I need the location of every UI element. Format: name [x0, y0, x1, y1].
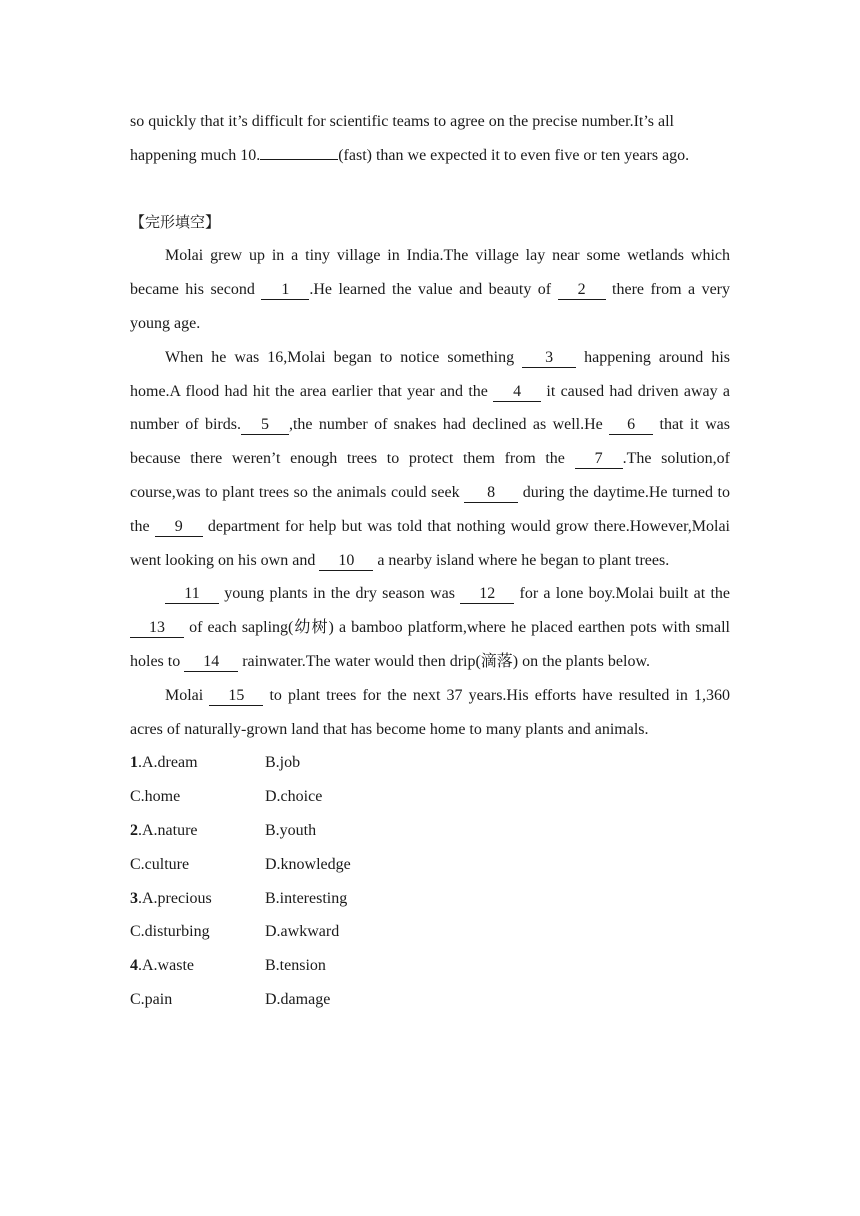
passage-text: for a lone boy.Molai built at the — [514, 585, 730, 603]
option-c[interactable]: C.home — [130, 788, 181, 806]
option-b[interactable]: B.interesting — [265, 889, 348, 907]
passage-text: there from a very young age. — [130, 281, 731, 332]
option-a[interactable] — [130, 746, 265, 780]
option-d[interactable]: D.knowledge — [265, 855, 351, 873]
passage-paragraph-4 — [130, 679, 730, 747]
question-number: 3 — [130, 889, 138, 907]
option-text: .A.nature — [138, 821, 198, 839]
intro-line-2-end: (fast) than we expected it to even five or ten years ago. — [338, 146, 690, 164]
question-number: 4 — [130, 957, 138, 975]
passage-text: it caused had driven away a number of birds. — [130, 382, 731, 434]
answer-blank-10[interactable] — [260, 159, 338, 160]
option-text: .A.precious — [138, 889, 212, 907]
passage-text: a nearby island where he began to plant trees. — [373, 551, 670, 569]
passage-paragraph-2 — [130, 341, 730, 578]
question-3 — [130, 882, 730, 950]
cloze-blank[interactable]: 9 — [155, 517, 203, 537]
option-b[interactable]: B.youth — [265, 821, 317, 839]
passage-text: that it was because there weren’t enough trees to protect them from the — [130, 416, 731, 468]
option-d[interactable]: D.damage — [265, 990, 331, 1008]
option-a[interactable] — [130, 882, 265, 916]
cloze-blank[interactable]: 8 — [464, 483, 518, 503]
passage-text: happening around his home.A flood had hit the area earlier that year and the — [130, 348, 731, 400]
passage-text: department for help but was told that nothing would grow there.However,Molai went looking on his own and — [130, 517, 731, 569]
passage-paragraph-1 — [130, 239, 730, 340]
question-number: 1 — [130, 754, 138, 772]
intro-line-1: so quickly that it’s difficult for scientific teams to agree on the precise number.It’s all — [130, 113, 674, 130]
option-d[interactable]: D.awkward — [265, 923, 340, 941]
cloze-blank[interactable]: 11 — [165, 584, 219, 604]
cloze-blank[interactable]: 1 — [261, 280, 309, 300]
cloze-blank[interactable]: 10 — [319, 551, 373, 571]
option-a[interactable] — [130, 949, 265, 983]
question-1 — [130, 746, 730, 814]
question-number: 2 — [130, 821, 138, 839]
passage-text: to plant trees for the next 37 years.His efforts have resulted in 1,360 acres of naturally-grown land that has become home to many plants and animals. — [130, 686, 731, 738]
option-b[interactable]: B.job — [265, 754, 301, 772]
cloze-blank[interactable]: 6 — [609, 415, 653, 435]
section-title: 【完形填空】 — [130, 212, 221, 231]
option-c[interactable]: C.pain — [130, 990, 173, 1008]
passage-text: rainwater.The water would then drip(滴落) on the plants below. — [238, 652, 650, 670]
passage-text: When he was 16,Molai began to notice something — [165, 348, 523, 366]
passage-text: young plants in the dry season was — [219, 585, 461, 603]
option-b[interactable]: B.tension — [265, 957, 326, 975]
cloze-blank[interactable]: 13 — [130, 618, 184, 638]
cloze-blank[interactable]: 12 — [460, 584, 514, 604]
question-2 — [130, 814, 730, 882]
option-c[interactable]: C.disturbing — [130, 923, 210, 941]
passage-text: Molai grew up in a tiny village in India.The village lay near some wetlands which became his second — [130, 247, 730, 299]
cloze-blank[interactable]: 5 — [241, 415, 289, 435]
option-text: .A.dream — [138, 754, 198, 772]
cloze-blank[interactable]: 14 — [184, 652, 238, 672]
option-c[interactable]: C.culture — [130, 855, 190, 873]
option-text: .A.waste — [138, 957, 194, 975]
passage-text: Molai — [165, 686, 210, 704]
cloze-blank[interactable]: 2 — [558, 280, 606, 300]
intro-paragraph — [130, 105, 730, 173]
option-d[interactable]: D.choice — [265, 788, 323, 806]
question-4 — [130, 949, 730, 1017]
passage-paragraph-3 — [130, 577, 730, 678]
cloze-blank[interactable]: 7 — [575, 449, 623, 469]
passage-text: .The solution,of course,was to plant trees so the animals could seek — [130, 450, 731, 501]
intro-line-2-start: happening much 10. — [130, 146, 261, 164]
passage-text: ,the number of snakes had declined as well.He — [288, 416, 610, 434]
cloze-blank[interactable]: 15 — [209, 686, 263, 706]
cloze-blank[interactable]: 3 — [522, 348, 576, 368]
option-a[interactable] — [130, 814, 265, 848]
passage-text: of each sapling(幼树) a bamboo platform,where he placed earthen pots with small holes to — [130, 619, 730, 670]
passage-text: during the daytime.He turned to the — [130, 483, 730, 535]
document-content — [130, 105, 730, 1017]
cloze-blank[interactable]: 4 — [493, 382, 541, 402]
passage-text: .He learned the value and beauty of — [309, 281, 558, 299]
